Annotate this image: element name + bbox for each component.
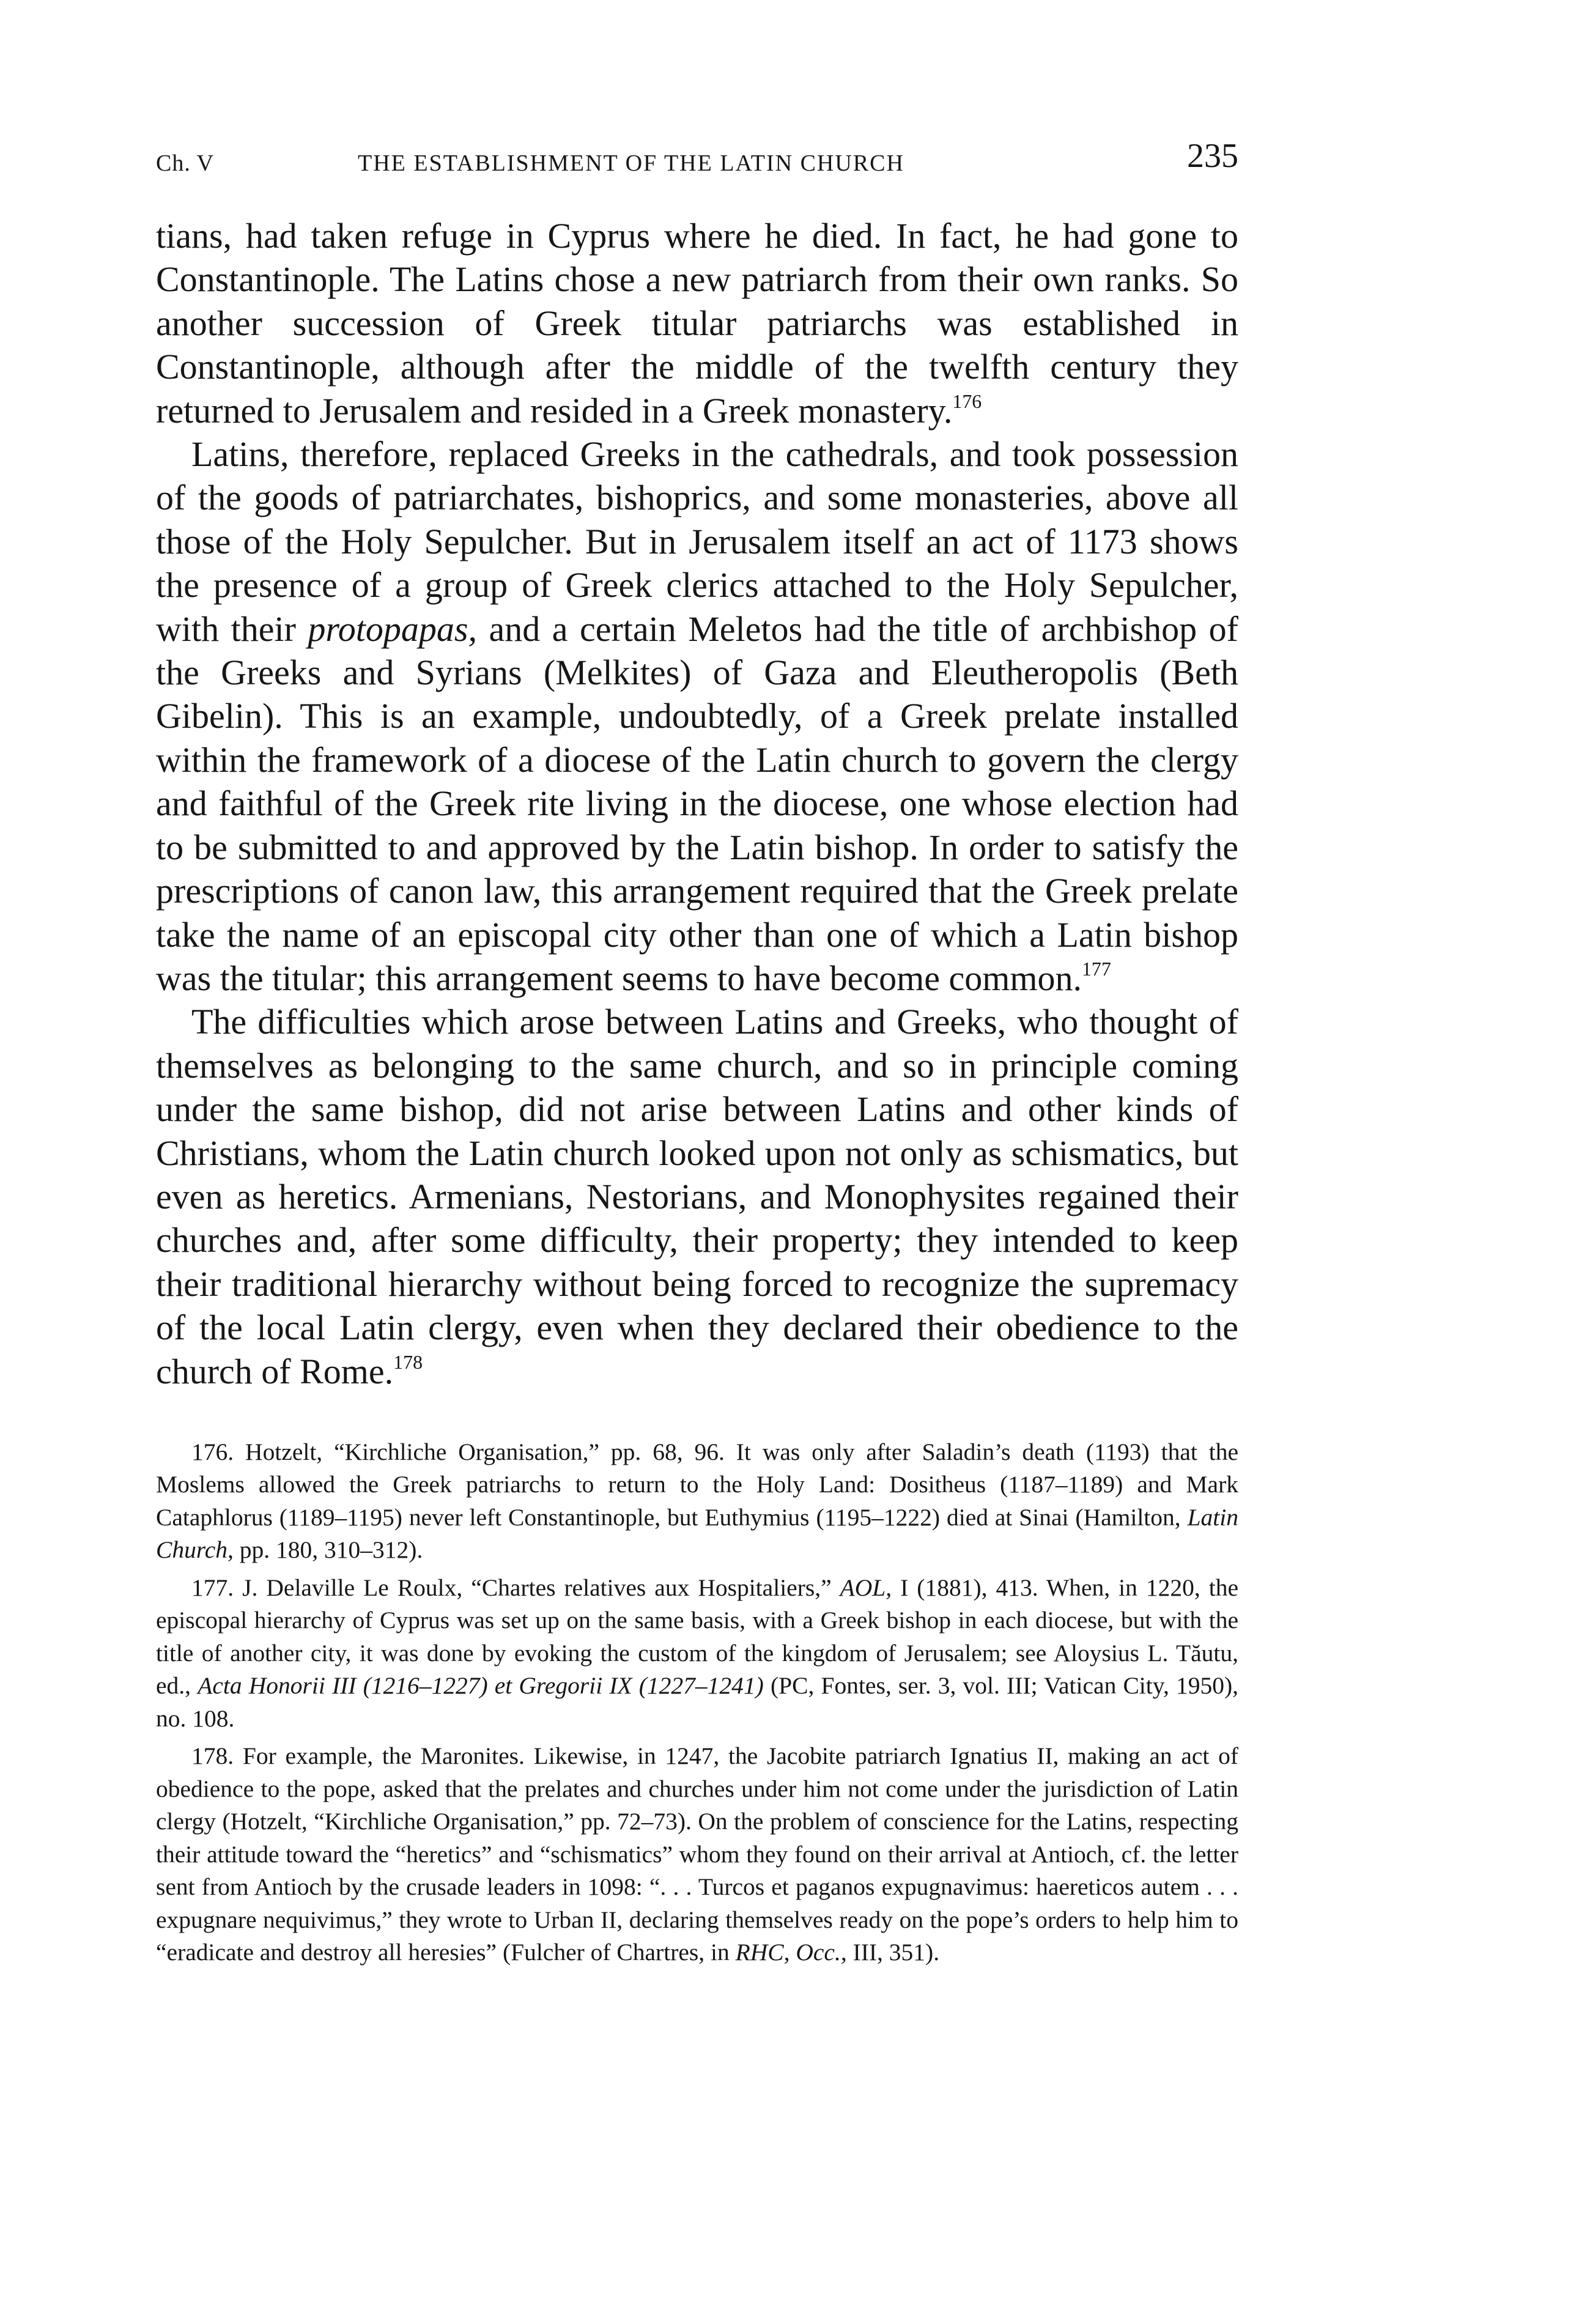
chapter-label: Ch. V	[156, 150, 215, 176]
paragraph-2-text-b: and a certain Meletos had the title of archbishop of the Greeks and Syrians (Melkites) of Gaza and Eleutheropolis (Beth Gibelin). This is an example, undoubtedly, of a Greek prelate installed within the framework of a diocese of the Latin church to govern the clergy and faithful of the Greek rite living in the diocese, one whose election had to be submitted to and approved by the Latin bishop. In order to satisfy the prescriptions of canon law, this arrangement required that the Greek prelate take the name of an episcopal city other than one of which a Latin bishop was the titular; this arrangement seems to have become common.	[156, 609, 1238, 998]
footnote-178-text-a: 178. For example, the Maronites. Likewise, in 1247, the Jacobite patriarch Ignatius II, making an act of obedience to the pope, asked that the prelates and churches under him not come under the jurisdiction of Latin clergy (Hotzelt, “Kirchliche Organisation,” pp. 72–73). On the problem of conscience for the Latins, respecting their attitude toward the “heretics” and “schismatics” whom they found on their arrival at Antioch, cf. the letter sent from Antioch by the crusade leaders in 1098: “. . . Turcos et paganos expugnavimus: haereticos autem . . . expugnare nequivimus,” they wrote to Urban II, declaring themselves ready on the pope’s orders to help him to “eradicate and destroy all heresies” (Fulcher of Chartres, in	[156, 1742, 1238, 1966]
paragraph-1	[156, 214, 1238, 432]
running-head	[156, 131, 1238, 180]
paragraph-2	[156, 432, 1238, 1000]
footnote-177-italic-2: Acta Honorii III (1216–1227) et Gregorii IX (1227–1241)	[198, 1672, 764, 1700]
footnote-177	[156, 1572, 1238, 1736]
footnote-177-text-a: 177. J. Delaville Le Roulx, “Chartes relatives aux Hospitaliers,”	[191, 1574, 840, 1601]
footnote-ref-177[interactable]: 177	[1081, 958, 1111, 980]
footnote-176-text-a: 176. Hotzelt, “Kirchliche Organisation,” pp. 68, 96. It was only after Saladin’s death (1193) that the Moslems allowed the Greek patriarchs to return to the Holy Land: Dositheus (1187–1189) and Mark Cataphlorus (1189–1195) never left Constantinople, but Euthymius (1195–1222) died at Sinai (Hamilton,	[156, 1438, 1238, 1531]
body-text	[156, 214, 1238, 1393]
paragraph-1-text: tians, had taken refuge in Cyprus where he died. In fact, he had gone to Constantinople. The Latins chose a new patriarch from their own ranks. So another succession of Greek titular patriarchs was established in Constantinople, although after the middle of the twelfth century they returned to Jerusalem and resided in a Greek monastery.	[156, 216, 1238, 431]
footnote-176-text-b: pp. 180, 310–312).	[233, 1536, 423, 1564]
paragraph-3-text: The difficulties which arose between Latins and Greeks, who thought of themselves as belonging to the same church, and so in principle coming under the same bishop, did not arise between Latins and other kinds of Christians, whom the Latin church looked upon not only as schismatics, but even as heretics. Armenians, Nestorians, and Monophysites regained their churches and, after some difficulty, their property; they intended to keep their traditional hierarchy without being forced to recognize the supremacy of the local Latin clergy, even when they declared their obedience to the church of Rome.	[156, 1002, 1238, 1391]
paragraph-3	[156, 1000, 1238, 1393]
footnote-177-text-c: (PC, Fontes, ser. 3, vol. III; Vatican City, 1950), no. 108.	[156, 1672, 1238, 1732]
footnotes	[156, 1436, 1238, 1969]
paragraph-2-text-a: Latins, therefore, replaced Greeks in the cathedrals, and took possession of the goods of patriarchates, bishoprics, and some monasteries, above all those of the Holy Sepulcher. But in Jerusalem itself an act of 1173 shows the presence of a group of Greek clerics attached to the Holy Sepulcher, with their	[156, 434, 1238, 649]
page-number: 235	[1187, 137, 1238, 175]
footnote-177-text-b: I (1881), 413. When, in 1220, the episcopal hierarchy of Cyprus was set up on the same basis, with a Greek bishop in each diocese, but with the title of another city, it was done by evoking the custom of the kingdom of Jerusalem; see Aloysius L. Tăutu, ed.,	[156, 1574, 1238, 1700]
footnote-176	[156, 1436, 1238, 1567]
footnote-178	[156, 1740, 1238, 1969]
footnote-178-text-b: III, 351).	[846, 1939, 940, 1966]
footnote-ref-176[interactable]: 176	[952, 390, 982, 412]
footnote-ref-178[interactable]: 178	[393, 1351, 423, 1373]
italic-term-protopapas: protopapas,	[308, 609, 477, 649]
book-page	[156, 131, 1238, 1974]
footnote-176-italic: Latin Church,	[156, 1503, 1238, 1564]
chapter-title: THE ESTABLISHMENT OF THE LATIN CHURCH	[358, 150, 904, 176]
footnote-178-italic: RHC, Occ.,	[735, 1939, 847, 1966]
footnote-177-italic-1: AOL,	[840, 1574, 892, 1601]
